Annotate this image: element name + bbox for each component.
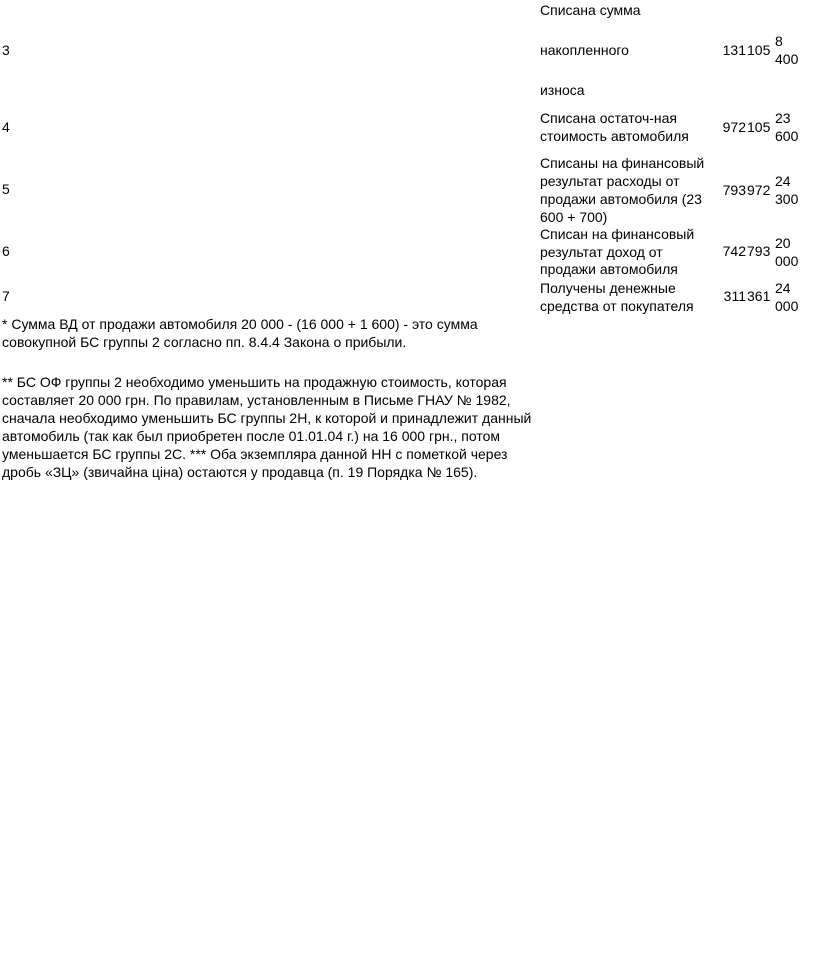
row-4-number: 4 [2,119,10,135]
row-7-amount-units: 000 [775,298,799,314]
row-4-credit-account: 105 [747,119,771,135]
row-5-desc-line-1: Списаны на финансовый [540,155,705,171]
row-7-credit-account: 361 [747,288,771,304]
row-3-amount-thousands: 8 [775,33,783,49]
row-6-desc-line-1: Списан на финансовый [540,226,695,242]
footnote-bs-group-2: ** БС ОФ группы 2 необходимо уменьшить на продажную стоимость, которая составляет 20 000 грн. По правилам, установленным в Письме ГНАУ № 1982, сначала необходимо уменьшить БС группы 2Н, к которой и принадлежит данный автомобиль (так как был приобретен после 01.01.04 г.) на 16 000 грн., потом уменьшается БС группы 2С. *** Оба экземпляра данной НН с пометкой через дробь «ЗЦ» (звичайна ціна) остаются у продавца (п. 19 Порядка № 165). [2,374,532,480]
row-7-number: 7 [2,288,10,304]
row-7-desc-line-2: средства от покупателя [540,298,694,314]
row-5-amount-thousands: 24 [775,173,791,189]
row-5-desc-line-2: результат расходы от [540,173,680,189]
row-5-desc-line-3: продажи автомобиля (23 [540,191,702,207]
row-3-number: 3 [2,42,10,58]
footnote-vd-sum: * Сумма ВД от продажи автомобиля 20 000 - (16 000 + 1 600) - это сумма совокупной БС группы 2 согласно пп. 8.4.4 Закона о прибыли. [2,316,478,350]
row-4-debit-account: 972 [722,119,746,135]
row-4-amount-units: 600 [775,128,799,144]
row-6-debit-account: 742 [722,243,746,259]
row-3-amount [775,32,798,68]
row-5-desc-line-4: 600 + 700) [540,209,608,225]
row-6-number: 6 [2,243,10,259]
row-7-amount [775,279,798,315]
row-5-debit-account: 793 [722,182,746,198]
row-7-debit-account: 311 [723,288,746,304]
row-7-amount-thousands: 24 [775,280,791,296]
row-7-desc-line-1: Получены денежные [540,280,676,296]
row-5-amount [775,172,798,208]
row-3-desc-line-1: Списана сумма [540,2,641,18]
row-3-desc-line-2: накопленного [540,42,629,58]
row-4-amount [775,109,798,145]
row-4-desc-line-2: стоимость автомобиля [540,128,689,144]
row-5-amount-units: 300 [775,191,799,207]
row-6-credit-account: 793 [747,243,771,259]
row-6-amount-units: 000 [775,253,799,269]
row-6-desc-line-2: результат доход от [540,244,663,260]
row-3-desc-line-3: износа [540,82,585,98]
row-3-credit-account: 105 [747,42,771,58]
row-6-amount [775,234,798,270]
row-6-desc-line-3: продажи автомобиля [540,261,678,277]
row-3-debit-account: 131 [722,42,746,58]
row-3-amount-units: 400 [775,51,799,67]
row-5-number: 5 [2,181,10,197]
row-4-amount-thousands: 23 [775,110,791,126]
row-4-desc-line-1: Списана остаточ-ная [540,110,678,126]
row-5-credit-account: 972 [747,182,771,198]
row-6-amount-thousands: 20 [775,235,791,251]
